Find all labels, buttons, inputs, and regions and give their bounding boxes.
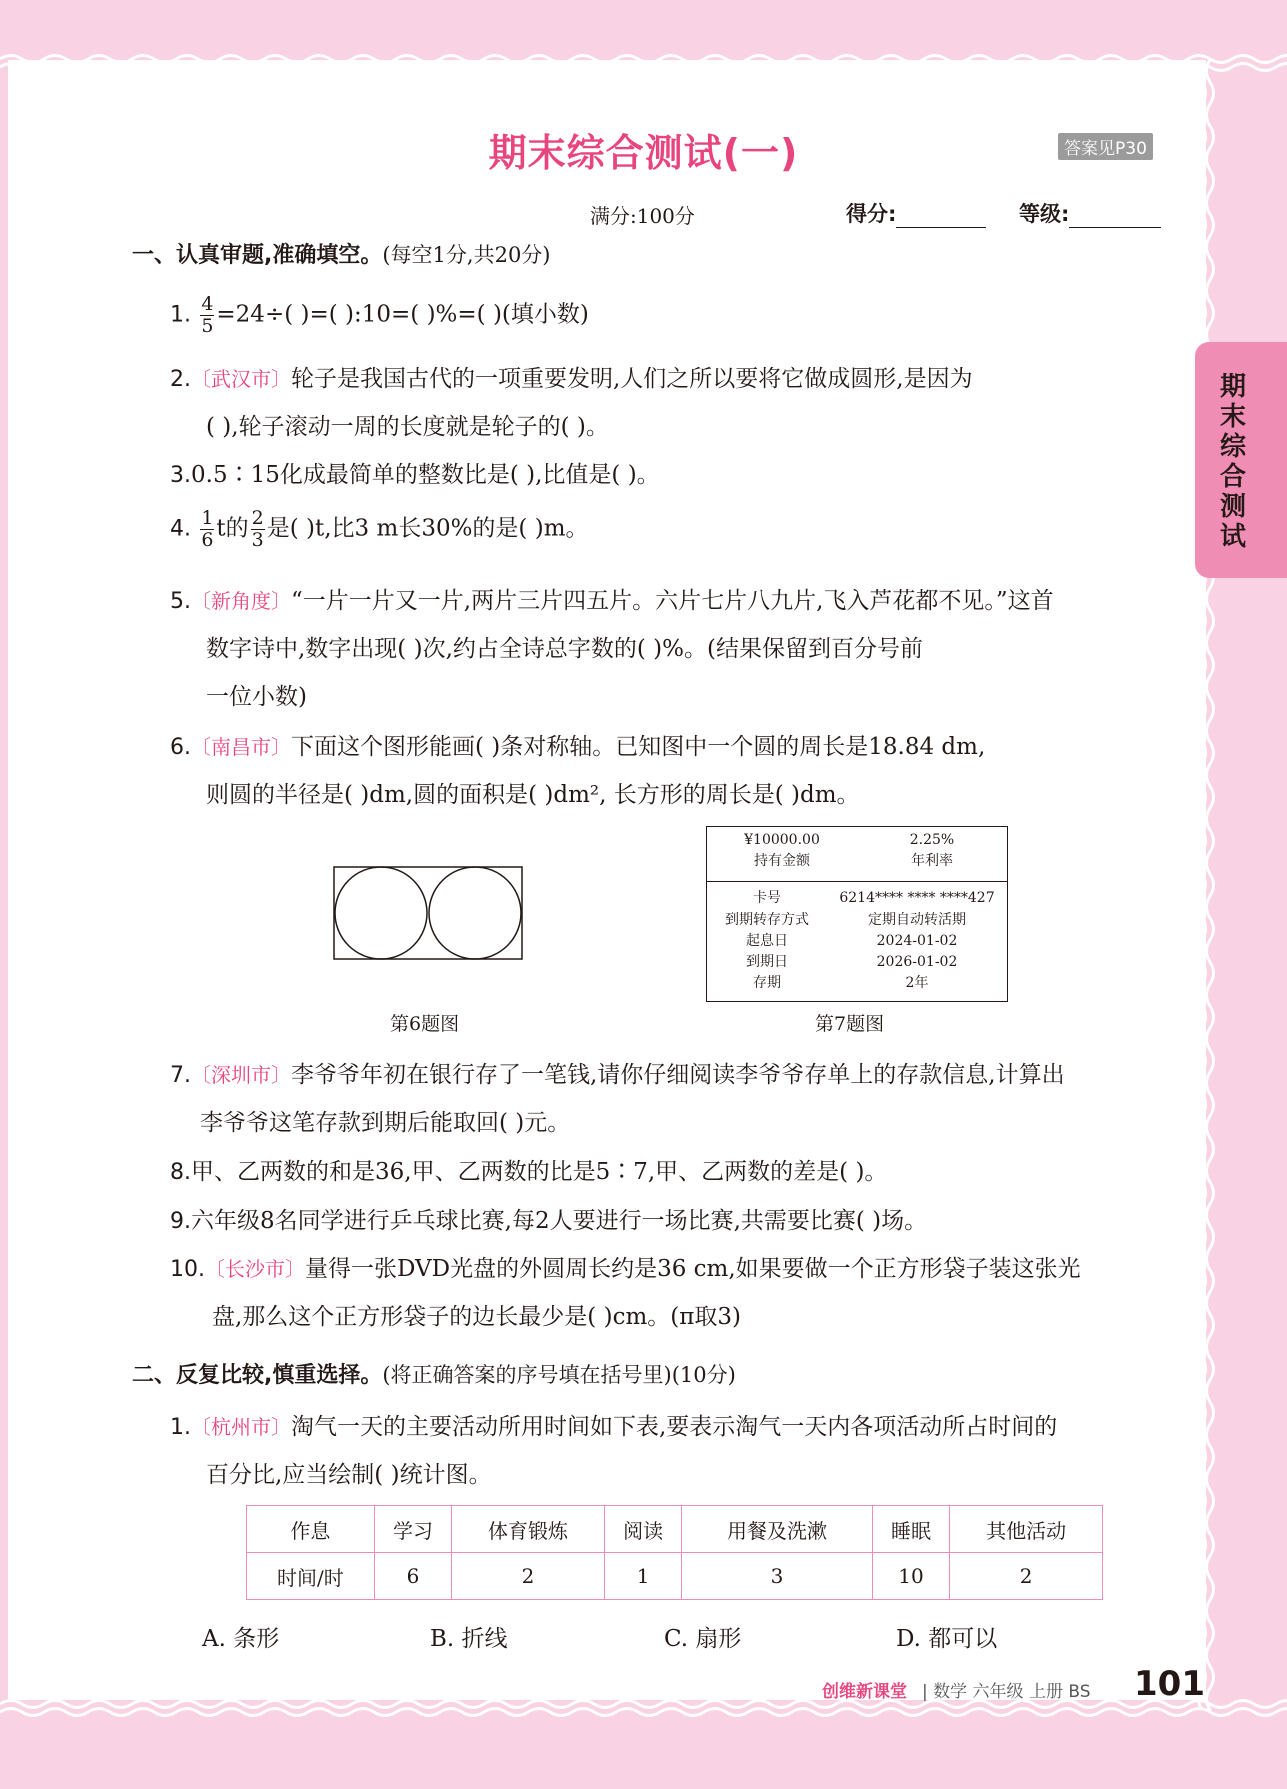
region-tag: 〔武汉市〕: [191, 367, 291, 391]
table-cell: 1: [604, 1553, 681, 1600]
question-text: 六年级8名同学进行乒乓球比赛,每2人要进行一场比赛,共需要比赛( )场。: [191, 1208, 928, 1234]
slip-term-label: 存期: [753, 975, 781, 991]
question-text: =24÷( )=( ):10=( )%=( )(填小数): [216, 301, 589, 328]
question-number: 1.: [170, 1415, 191, 1440]
question-1-4: [170, 508, 589, 551]
section2-heading: [132, 1358, 736, 1389]
table-header-row: [247, 1506, 1103, 1553]
slip-divider: [707, 881, 1007, 882]
section2-title: 二、反复比较,慎重选择。: [132, 1363, 383, 1388]
question-1-5-line3: 一位小数): [206, 684, 307, 710]
question-1-2-line2: ( ),轮子滚动一周的长度就是轮子的( )。: [206, 414, 609, 440]
slip-start-label: 起息日: [746, 933, 788, 949]
question-1-10-line2: 盘,那么这个正方形袋子的边长最少是( )cm。(π取3): [212, 1304, 741, 1330]
table-cell: 时间/时: [247, 1553, 375, 1600]
question-number: 4.: [170, 516, 191, 542]
bottom-wave-border: [0, 1690, 1287, 1730]
question-number: 2.: [170, 367, 191, 392]
full-marks: 满分:100分: [590, 204, 695, 228]
question-2-1: [170, 1408, 1057, 1441]
footer-brand: 创维新课堂: [822, 1682, 907, 1702]
region-tag: 〔南昌市〕: [191, 735, 291, 759]
region-tag: 〔杭州市〕: [191, 1415, 291, 1439]
question-text: 淘气一天的主要活动所用时间如下表,要表示淘气一天内各项活动所占时间的: [291, 1414, 1058, 1440]
question-text: 轮子是我国古代的一项重要发明,人们之所以要将它做成圆形,是因为: [291, 366, 973, 392]
fraction-numerator: 1: [201, 507, 214, 529]
table-cell: 3: [682, 1553, 873, 1600]
score-field[interactable]: [846, 198, 986, 228]
question-text: 是( )t,比3 m长30%的是( )m。: [266, 515, 589, 542]
fraction-numerator: 2: [251, 507, 264, 529]
figure-6-caption: 第6题图: [390, 1013, 460, 1035]
slip-mode: 定期自动转活期: [868, 912, 966, 928]
question-number: 1.: [170, 302, 191, 328]
question-1-10: [170, 1250, 1081, 1283]
slip-amount: ¥10000.00: [744, 832, 820, 848]
footer-book-info: | 数学 六年级 上册 BS: [922, 1682, 1091, 1702]
question-2-1-line2: 百分比,应当绘制( )统计图。: [206, 1462, 492, 1488]
grade-label: 等级:: [1019, 202, 1070, 226]
figure-6-rectangle-circles: [333, 866, 523, 960]
question-1-7-line2: 李爷爷这笔存款到期后能取回( )元。: [200, 1110, 571, 1136]
side-tab-label: 期末综合测试: [1219, 372, 1246, 552]
slip-card-label: 卡号: [753, 890, 781, 906]
slip-rate: 2.25%: [909, 832, 955, 848]
right-wave-border: [1190, 60, 1230, 1710]
page-number: 101: [1134, 1664, 1205, 1704]
question-1-7: [170, 1056, 1065, 1089]
score-blank[interactable]: [896, 205, 986, 228]
slip-term: 2年: [905, 975, 929, 991]
slip-rate-label: 年利率: [911, 853, 953, 869]
question-1-6: [170, 728, 985, 761]
question-number: 10.: [170, 1257, 205, 1282]
figure-circle-right: [429, 867, 521, 959]
option-d[interactable]: D. 都可以: [896, 1626, 998, 1652]
option-c[interactable]: C. 扇形: [664, 1626, 742, 1652]
question-text: t的: [216, 515, 249, 542]
question-number: 9.: [170, 1209, 191, 1234]
slip-mode-label: 到期转存方式: [725, 912, 809, 928]
answer-reference-badge: 答案见P30: [1058, 133, 1153, 160]
region-tag: 〔长沙市〕: [205, 1257, 305, 1281]
side-section-tab: [1195, 342, 1287, 578]
table-cell: 作息: [247, 1506, 375, 1553]
figure-7-caption: 第7题图: [815, 1013, 885, 1035]
table-cell: 2: [452, 1553, 605, 1600]
table-cell: 2: [950, 1553, 1103, 1600]
section1-title: 一、认真审题,准确填空。: [132, 243, 383, 268]
option-a[interactable]: A. 条形: [202, 1626, 280, 1652]
section1-heading: [132, 238, 551, 269]
score-label: 得分:: [846, 202, 897, 226]
slip-start: 2024-01-02: [876, 933, 958, 949]
question-1-3: [170, 456, 660, 489]
fraction-numerator: 4: [201, 293, 214, 315]
region-tag: 〔深圳市〕: [191, 1063, 291, 1087]
figure-rectangle: [334, 867, 522, 959]
option-b[interactable]: B. 折线: [430, 1626, 508, 1652]
question-number: 5.: [170, 589, 191, 614]
question-number: 3.: [170, 463, 191, 488]
question-text: 下面这个图形能画( )条对称轴。已知图中一个圆的周长是18.84 dm,: [291, 734, 986, 760]
slip-card: 6214**** **** ****427: [839, 890, 995, 906]
table-cell: 用餐及洗漱: [682, 1506, 873, 1553]
table-cell: 其他活动: [950, 1506, 1103, 1553]
question-number: 6.: [170, 735, 191, 760]
grade-blank[interactable]: [1069, 205, 1161, 228]
table-cell: 体育锻炼: [452, 1506, 605, 1553]
deposit-slip: [706, 826, 1008, 1002]
question-1-6-line2: 则圆的半径是( )dm,圆的面积是( )dm², 长方形的周长是( )dm。: [206, 782, 860, 808]
fraction-denominator: 5: [201, 315, 214, 337]
question-number: 7.: [170, 1063, 191, 1088]
question-number: 8.: [170, 1160, 191, 1185]
question-1-8: [170, 1153, 887, 1186]
question-1-9: [170, 1202, 927, 1235]
fraction: [200, 508, 214, 551]
table-row: [247, 1553, 1103, 1600]
question-1-5: [170, 582, 1054, 615]
slip-end: 2026-01-02: [876, 954, 958, 970]
grade-field[interactable]: [1019, 198, 1161, 228]
region-tag: 〔新角度〕: [191, 589, 291, 613]
question-text: 甲、乙两数的和是36,甲、乙两数的比是5∶7,甲、乙两数的差是( )。: [191, 1159, 888, 1185]
figure-circle-left: [335, 867, 427, 959]
question-text: 0.5∶15化成最简单的整数比是( ),比值是( )。: [191, 462, 660, 488]
top-wave-border: [0, 45, 1287, 85]
section2-subtitle: (将正确答案的序号填在括号里)(10分): [382, 1363, 736, 1387]
question-1-5-line2: 数字诗中,数字出现( )次,约占全诗总字数的( )%。(结果保留到百分号前: [206, 636, 923, 662]
table-cell: 10: [872, 1553, 949, 1600]
fraction: [251, 508, 265, 551]
page-title: 期末综合测试(一): [488, 131, 799, 175]
table-cell: 阅读: [604, 1506, 681, 1553]
fraction-denominator: 3: [251, 529, 264, 551]
question-text: “一片一片又一片,两片三片四五片。六片七片八九片,飞入芦花都不见。”这首: [291, 588, 1054, 614]
question-1-1: [170, 294, 589, 337]
activity-time-table: [246, 1505, 1103, 1600]
fraction: [200, 294, 214, 337]
slip-amount-label: 持有金额: [754, 853, 810, 869]
question-text: 李爷爷年初在银行存了一笔钱,请你仔细阅读李爷爷存单上的存款信息,计算出: [291, 1062, 1065, 1088]
section1-subtitle: (每空1分,共20分): [382, 243, 551, 267]
slip-end-label: 到期日: [746, 954, 788, 970]
fraction-denominator: 6: [201, 529, 214, 551]
table-cell: 6: [374, 1553, 451, 1600]
question-1-2: [170, 360, 973, 393]
table-cell: 学习: [374, 1506, 451, 1553]
question-text: 量得一张DVD光盘的外圆周长约是36 cm,如果要做一个正方形袋子装这张光: [305, 1256, 1081, 1282]
table-cell: 睡眠: [872, 1506, 949, 1553]
